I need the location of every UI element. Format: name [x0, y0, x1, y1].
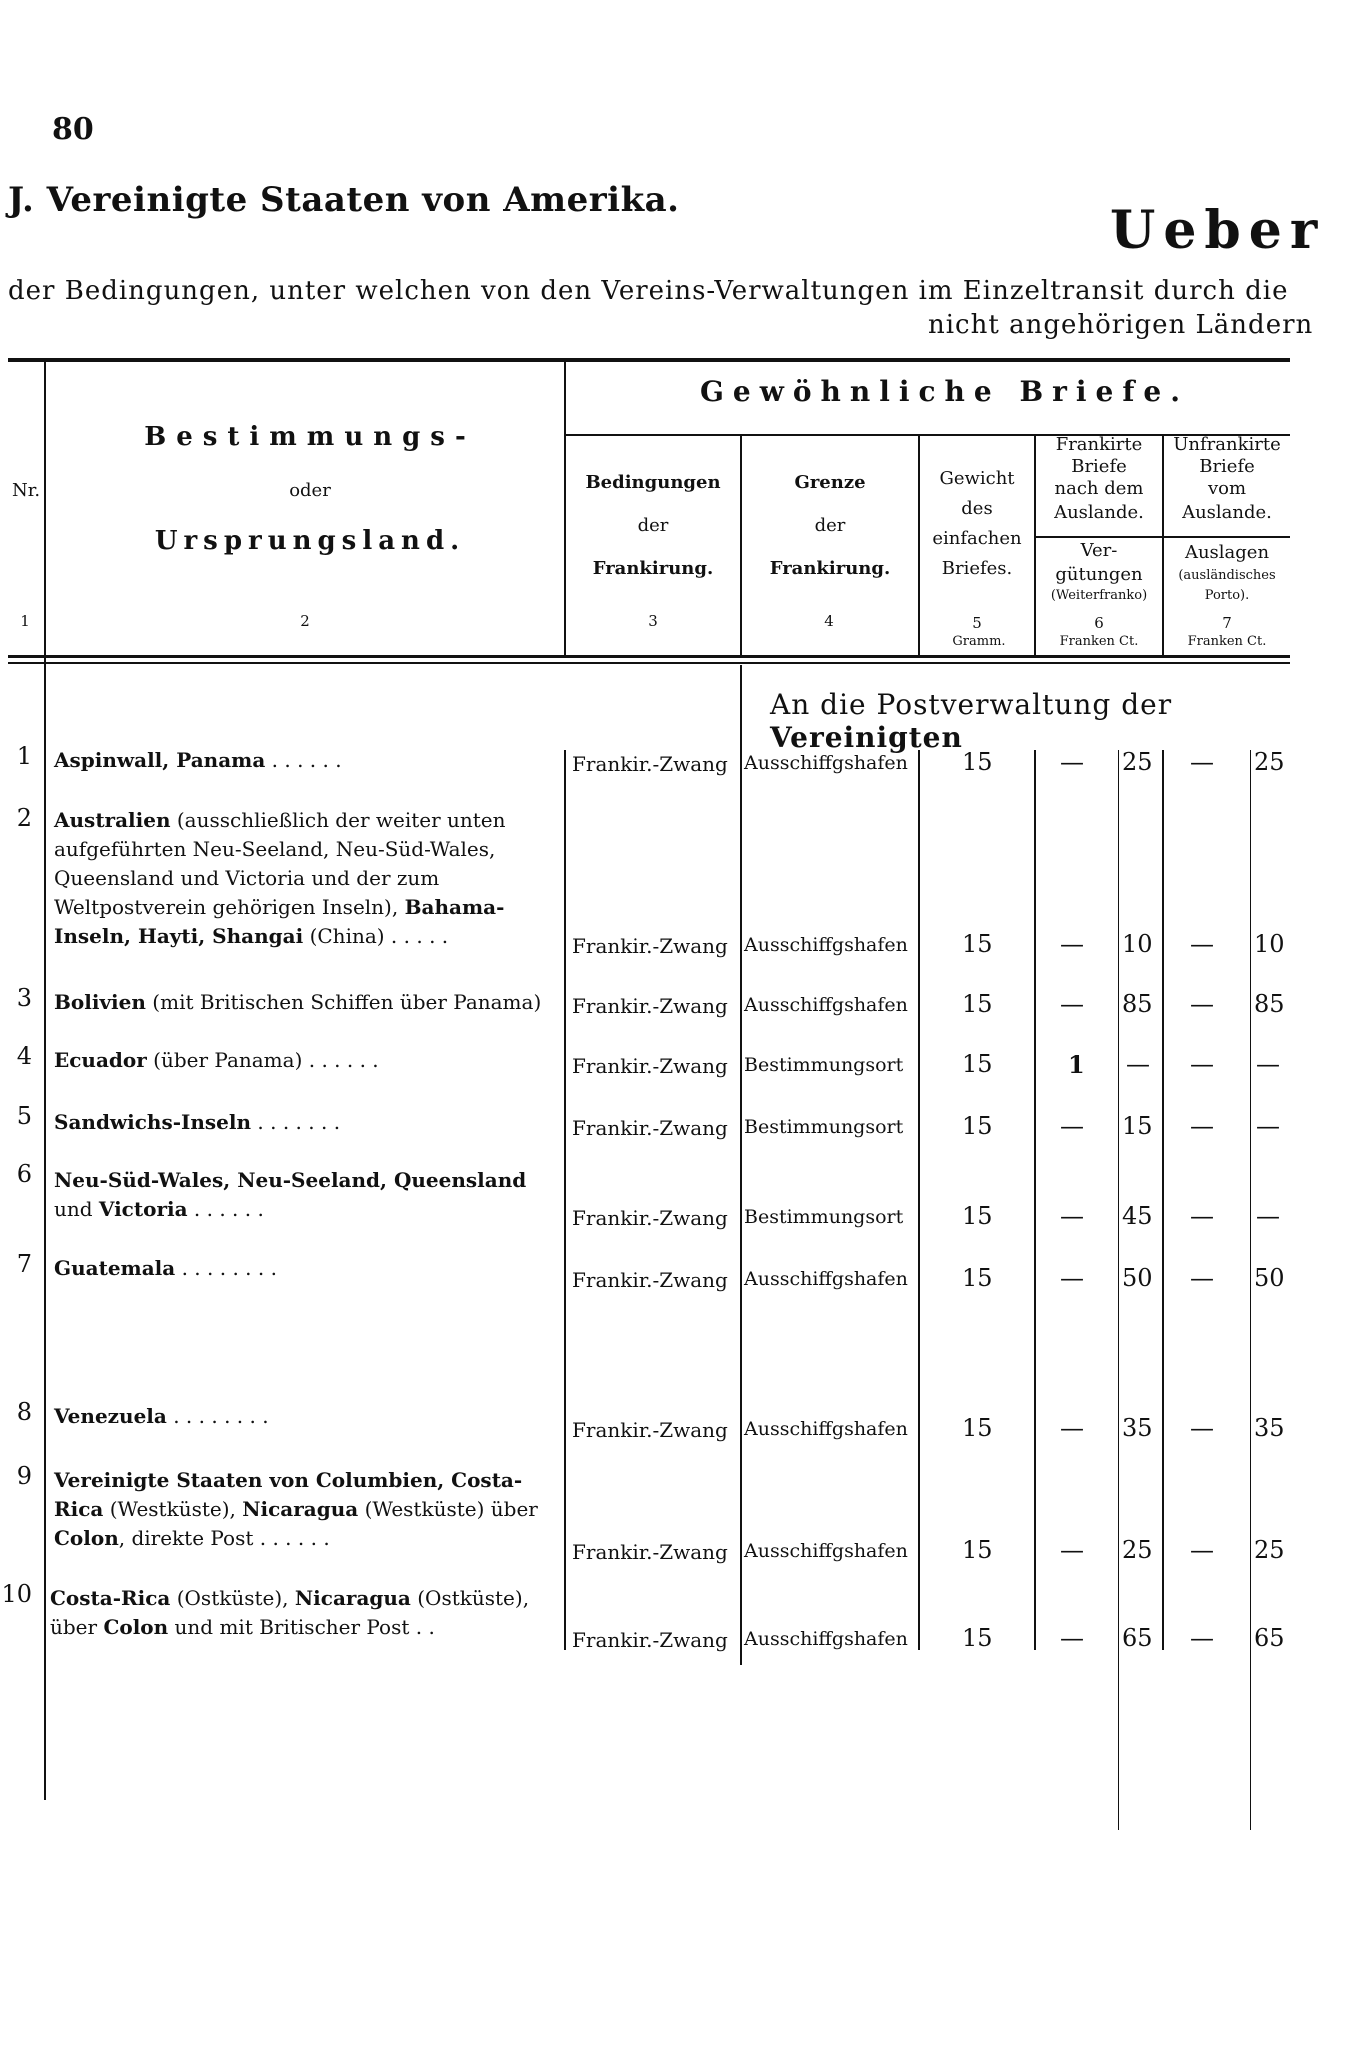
colnum-5: 5: [972, 614, 982, 632]
header-paid-line1: Frankirte: [1055, 434, 1143, 455]
row-limit: Ausschiffgshafen: [744, 1268, 908, 1290]
destination-extra: (Ostküste),: [170, 1586, 295, 1610]
destination-name: Neu-Süd-Wales, Neu-Seeland, Queensland: [54, 1168, 527, 1192]
row-paid-franken: —: [1060, 930, 1084, 958]
row-destination: [54, 746, 544, 775]
colnum-6: 6: [1094, 614, 1104, 632]
destination-extra: . . . . . . .: [251, 1110, 341, 1134]
row-weight: 15: [962, 748, 993, 776]
header-unpaid-line1: Unfrankirte: [1173, 434, 1281, 455]
col-divider-fr-ct-7: [1250, 750, 1251, 1830]
destination-extra-2: (Westküste) über: [358, 1497, 538, 1521]
header-bottom-rule-2: [8, 662, 1290, 664]
destination-name: Costa-Rica: [50, 1586, 171, 1610]
col-divider-fr-ct-6: [1118, 750, 1119, 1830]
row-condition: Frankir.-Zwang: [572, 934, 728, 958]
row-unpaid-franken: —: [1190, 1264, 1214, 1292]
row-condition: Frankir.-Zwang: [572, 1116, 728, 1140]
row-paid-franken: —: [1060, 748, 1084, 776]
row-destination: [54, 1166, 544, 1224]
row-unpaid-ct: 85: [1254, 990, 1285, 1018]
row-number: 9: [16, 1462, 32, 1490]
col-divider-3: [740, 436, 742, 656]
row-limit: Bestimmungsort: [744, 1054, 904, 1076]
header-cond-line3: Frankirung.: [592, 558, 714, 579]
col-divider-6b: [1162, 750, 1164, 1650]
header-unpaid-line4: Auslande.: [1182, 502, 1272, 523]
header-paid-sub1: Ver-: [1080, 540, 1118, 561]
col-divider-5b: [1034, 750, 1036, 1650]
destination-extra-2: (Ostküste), über: [50, 1586, 530, 1639]
header-paid-line4: Auslande.: [1054, 502, 1144, 523]
header-unpaid-sub2: (ausländisches: [1178, 568, 1276, 583]
col-divider-3b: [740, 665, 742, 1665]
row-condition: Frankir.-Zwang: [572, 1206, 728, 1230]
destination-name-3: Colon: [54, 1526, 119, 1550]
row-number: 10: [1, 1580, 32, 1608]
row-weight: 15: [962, 1050, 993, 1078]
row-paid-franken: 1: [1068, 1050, 1085, 1079]
header-dest-line1: Bestimmungs-: [144, 422, 476, 452]
row-unpaid-ct: 35: [1254, 1414, 1285, 1442]
header-weight-line4: Briefes.: [941, 558, 1013, 579]
row-paid-ct: 65: [1122, 1624, 1153, 1652]
col-divider-1: [44, 360, 46, 1800]
row-condition: Frankir.-Zwang: [572, 1418, 728, 1442]
row-number: 7: [16, 1250, 32, 1278]
destination-extra-3: und mit Britischer Post . .: [168, 1615, 435, 1639]
row-paid-ct: 25: [1122, 1536, 1153, 1564]
colnum-4: 4: [824, 612, 834, 630]
row-unpaid-ct: —: [1256, 1112, 1280, 1140]
row-unpaid-franken: —: [1190, 930, 1214, 958]
subtitle-line-1: der Bedingungen, unter welchen von den Vereins-Verwaltungen im Einzeltransit durch die: [8, 276, 1289, 306]
row-paid-ct: 85: [1122, 990, 1153, 1018]
header-limit-line1: Grenze: [794, 472, 866, 493]
row-paid-ct: 50: [1122, 1264, 1153, 1292]
row-number: 5: [16, 1102, 32, 1130]
row-paid-ct: 35: [1122, 1414, 1153, 1442]
row-limit: Ausschiffgshafen: [744, 1418, 908, 1440]
header-dest-line3: Ursprungsland.: [154, 526, 466, 556]
row-condition: Frankir.-Zwang: [572, 1054, 728, 1078]
row-unpaid-franken: —: [1190, 748, 1214, 776]
header-paid-line3: nach dem: [1054, 478, 1144, 499]
row-unpaid-ct: 25: [1254, 748, 1285, 776]
destination-name: Vereinigte Staaten von Columbien, Costa-Rica: [54, 1468, 523, 1521]
row-paid-franken: —: [1060, 1536, 1084, 1564]
row-paid-franken: —: [1060, 1624, 1084, 1652]
row-limit: Bestimmungsort: [744, 1116, 904, 1138]
header-unpaid-sub1: Auslagen: [1184, 542, 1270, 563]
header-unpaid-sub3: Porto).: [1204, 588, 1250, 603]
row-destination: [54, 988, 544, 1017]
destination-extra: (mit Britischen Schiffen über Panama): [145, 990, 542, 1014]
row-unpaid-franken: —: [1190, 1536, 1214, 1564]
header-bottom-rule: [8, 655, 1290, 658]
colnum-6-unit: Franken Ct.: [1059, 634, 1139, 649]
row-unpaid-ct: 50: [1254, 1264, 1285, 1292]
row-weight: 15: [962, 1112, 993, 1140]
row-paid-franken: —: [1060, 1414, 1084, 1442]
destination-extra: (ausschließlich der weiter unten aufgeführten Neu-Seeland, Neu-Süd-Wales, Queensland und Victoria und der zum Weltpostverein gehörigen Inseln),: [54, 808, 506, 919]
partner-header: [770, 688, 1360, 754]
row-paid-ct: 45: [1122, 1202, 1153, 1230]
destination-name: Ecuador: [54, 1048, 147, 1072]
row-condition: Frankir.-Zwang: [572, 994, 728, 1018]
row-limit: Ausschiffgshafen: [744, 1540, 908, 1562]
destination-name: Guatemala: [54, 1256, 176, 1280]
row-number: 4: [16, 1042, 32, 1070]
colnum-7-unit: Franken Ct.: [1187, 634, 1267, 649]
header-nr: Nr.: [11, 480, 41, 501]
row-condition: Frankir.-Zwang: [572, 1540, 728, 1564]
row-destination: [54, 1046, 544, 1075]
row-paid-franken: —: [1060, 1112, 1084, 1140]
header-unpaid-line3: vom: [1207, 478, 1247, 499]
header-weight-line3: einfachen: [932, 528, 1022, 549]
row-weight: 15: [962, 1624, 993, 1652]
header-weight-line1: Gewicht: [939, 468, 1015, 489]
row-destination: [54, 1402, 544, 1431]
row-paid-franken: —: [1060, 990, 1084, 1018]
row-number: 1: [16, 742, 32, 770]
row-unpaid-ct: 10: [1254, 930, 1285, 958]
row-paid-ct: 25: [1122, 748, 1153, 776]
header-unpaid-line2: Briefe: [1199, 456, 1255, 477]
header-paid-sub2: gütungen: [1055, 564, 1143, 585]
main-heading: Ueber: [1110, 200, 1326, 261]
colnum-3: 3: [648, 612, 658, 630]
subtitle-line-2: nicht angehörigen Ländern: [928, 310, 1314, 340]
row-weight: 15: [962, 1264, 993, 1292]
row-weight: 15: [962, 1414, 993, 1442]
row-unpaid-franken: —: [1190, 1202, 1214, 1230]
row-limit: Ausschiffgshafen: [744, 1628, 908, 1650]
colnum-5-unit: Gramm.: [952, 634, 1006, 649]
row-paid-ct: 15: [1122, 1112, 1153, 1140]
destination-name: Sandwichs-Inseln: [54, 1110, 252, 1134]
row-unpaid-ct: 25: [1254, 1536, 1285, 1564]
destination-extra: und: [54, 1197, 99, 1221]
row-destination: [54, 806, 544, 951]
row-unpaid-franken: —: [1190, 990, 1214, 1018]
row-destination: [50, 1584, 540, 1642]
header-limit-line3: Frankirung.: [769, 558, 891, 579]
destination-name: Bolivien: [54, 990, 146, 1014]
destination-extra: . . . . . .: [265, 748, 342, 772]
row-unpaid-ct: —: [1256, 1050, 1280, 1078]
header-cond-line2: der: [637, 515, 669, 536]
row-condition: Frankir.-Zwang: [572, 1628, 728, 1652]
row-weight: 15: [962, 990, 993, 1018]
table-top-rule: [8, 358, 1290, 362]
row-condition: Frankir.-Zwang: [572, 1268, 728, 1292]
header-paid-sub3: (Weiterfranko): [1050, 588, 1148, 603]
row-destination: [54, 1108, 544, 1137]
destination-name: Australien: [54, 808, 171, 832]
destination-name: Aspinwall, Panama: [54, 748, 266, 772]
destination-name-2: Bahama-Inseln, Hayti, Shangai: [54, 895, 505, 948]
row-unpaid-franken: —: [1190, 1624, 1214, 1652]
page-number: 80: [52, 112, 94, 147]
row-limit: Ausschiffgshafen: [744, 752, 908, 774]
row-unpaid-franken: —: [1190, 1050, 1214, 1078]
row-destination: [54, 1254, 544, 1283]
row-paid-franken: —: [1060, 1202, 1084, 1230]
destination-name: Venezuela: [54, 1404, 167, 1428]
destination-extra: (Westküste),: [103, 1497, 243, 1521]
colnum-2: 2: [300, 612, 310, 630]
header-limit-line2: der: [814, 515, 846, 536]
header-cond-line1: Bedingungen: [585, 472, 721, 493]
col-divider-4b: [918, 750, 920, 1650]
destination-extra: . . . . . . . .: [175, 1256, 277, 1280]
row-unpaid-franken: —: [1190, 1112, 1214, 1140]
row-limit: Ausschiffgshafen: [744, 994, 908, 1016]
destination-extra: . . . . . . . .: [166, 1404, 269, 1428]
col-divider-2b: [564, 750, 566, 1650]
destination-name-3: Colon: [103, 1615, 169, 1639]
header-group-title: Gewöhnliche Briefe.: [700, 375, 1189, 408]
header-weight-line2: des: [961, 498, 993, 519]
row-weight: 15: [962, 930, 993, 958]
destination-name-2: Nicaragua: [242, 1497, 359, 1521]
row-weight: 15: [962, 1202, 993, 1230]
destination-extra-2: . . . . . .: [187, 1197, 264, 1221]
destination-extra: (über Panama) . . . . . .: [146, 1048, 379, 1072]
row-number: 8: [16, 1398, 32, 1426]
row-destination: [54, 1466, 544, 1553]
row-weight: 15: [962, 1536, 993, 1564]
row-condition: Frankir.-Zwang: [572, 752, 728, 776]
partner-header-emph: Vereinigten: [770, 721, 963, 754]
row-limit: Bestimmungsort: [744, 1206, 904, 1228]
row-paid-franken: —: [1060, 1264, 1084, 1292]
destination-name-2: Nicaragua: [294, 1586, 411, 1610]
section-title: J. Vereinigte Staaten von Amerika.: [8, 180, 680, 220]
partner-header-prefix: An die Postverwaltung der: [770, 688, 1173, 721]
row-number: 2: [16, 804, 32, 832]
row-number: 6: [16, 1160, 32, 1188]
row-paid-ct: 10: [1122, 930, 1153, 958]
row-unpaid-ct: 65: [1254, 1624, 1285, 1652]
header-dest-line2: oder: [289, 480, 331, 501]
col-divider-2: [564, 360, 566, 656]
colnum-1: 1: [20, 612, 30, 630]
row-paid-ct: —: [1126, 1050, 1150, 1078]
row-unpaid-franken: —: [1190, 1414, 1214, 1442]
row-limit: Ausschiffgshafen: [744, 934, 908, 956]
destination-extra-2: (China) . . . . .: [303, 924, 449, 948]
row-number: 3: [16, 984, 32, 1012]
header-paid-line2: Briefe: [1071, 456, 1127, 477]
row-unpaid-ct: —: [1256, 1202, 1280, 1230]
destination-name-2: Victoria: [98, 1197, 188, 1221]
colnum-7: 7: [1222, 614, 1232, 632]
destination-extra-3: , direkte Post . . . . . .: [118, 1526, 330, 1550]
